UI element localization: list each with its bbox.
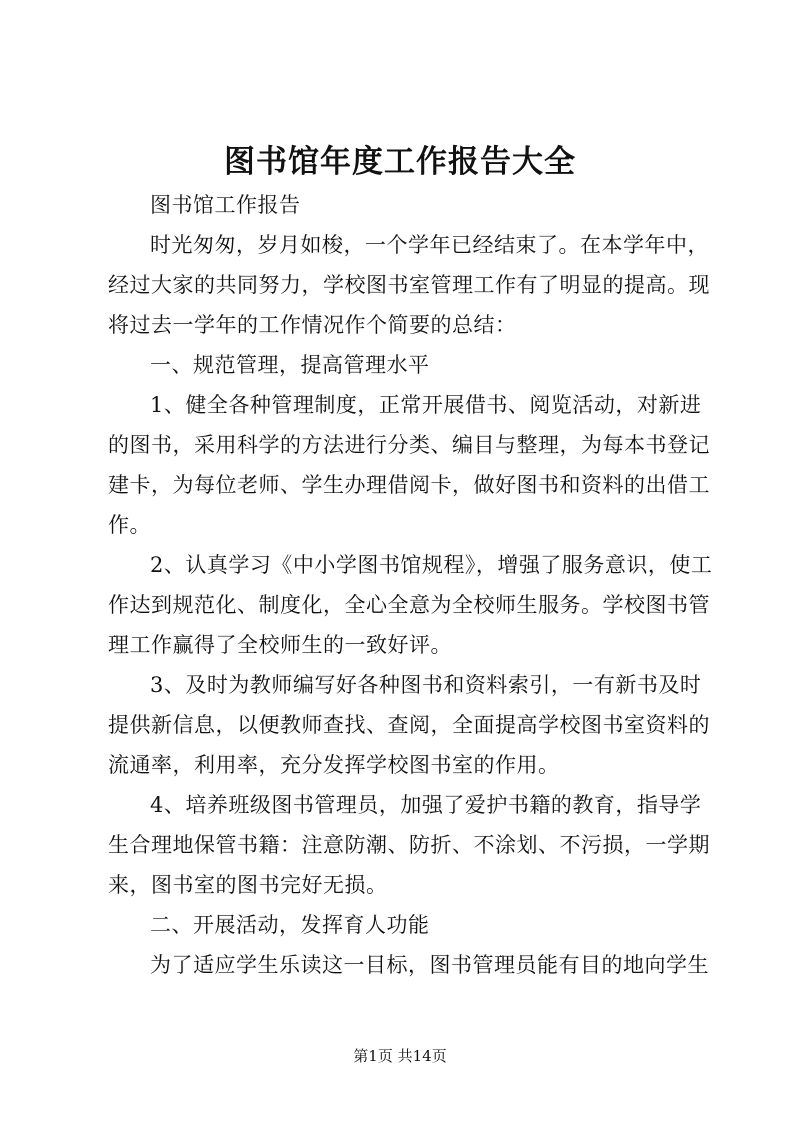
body-line: 1、健全各种管理制度，正常开展借书、阅览活动，对新进	[150, 393, 702, 417]
body-line: 生合理地保管书籍：注意防潮、防折、不涂划、不污损，一学期	[108, 833, 710, 857]
document-body	[108, 185, 713, 985]
body-line: 时光匆匆，岁月如梭，一个学年已经结束了。在本学年中，	[150, 233, 709, 257]
body-line: 建卡，为每位老师、学生办理借阅卡，做好图书和资料的出借工	[108, 473, 710, 497]
body-line: 3、及时为教师编写好各种图书和资料索引，一有新书及时	[150, 673, 702, 697]
body-line: 作达到规范化、制度化，全心全意为全校师生服务。学校图书管	[108, 593, 710, 617]
page-footer: 第1页 共14页	[353, 1047, 447, 1065]
section-heading: 二、开展活动，发挥育人功能	[150, 913, 430, 937]
body-line: 为了适应学生乐读这一目标，图书管理员能有目的地向学生	[150, 953, 709, 977]
body-line: 的图书，采用科学的方法进行分类、编目与整理，为每本书登记	[108, 433, 710, 457]
body-line: 理工作赢得了全校师生的一致好评。	[108, 633, 452, 657]
body-line: 经过大家的共同努力，学校图书室管理工作有了明显的提高。现	[108, 273, 710, 297]
section-heading: 一、规范管理，提高管理水平	[150, 353, 430, 377]
body-line: 作。	[108, 513, 151, 537]
body-line: 图书馆工作报告	[150, 193, 301, 217]
body-line: 2、认真学习《中小学图书馆规程》，增强了服务意识，使工	[150, 553, 713, 577]
body-line: 将过去一学年的工作情况作个简要的总结：	[108, 313, 517, 337]
body-line: 4、培养班级图书管理员，加强了爱护书籍的教育，指导学	[150, 793, 702, 817]
body-line: 流通率，利用率，充分发挥学校图书室的作用。	[108, 753, 560, 777]
document-title: 图书馆年度工作报告大全	[224, 144, 576, 180]
body-line: 来，图书室的图书完好无损。	[108, 873, 388, 897]
body-line: 提供新信息，以便教师查找、查阅，全面提高学校图书室资料的	[108, 713, 710, 737]
